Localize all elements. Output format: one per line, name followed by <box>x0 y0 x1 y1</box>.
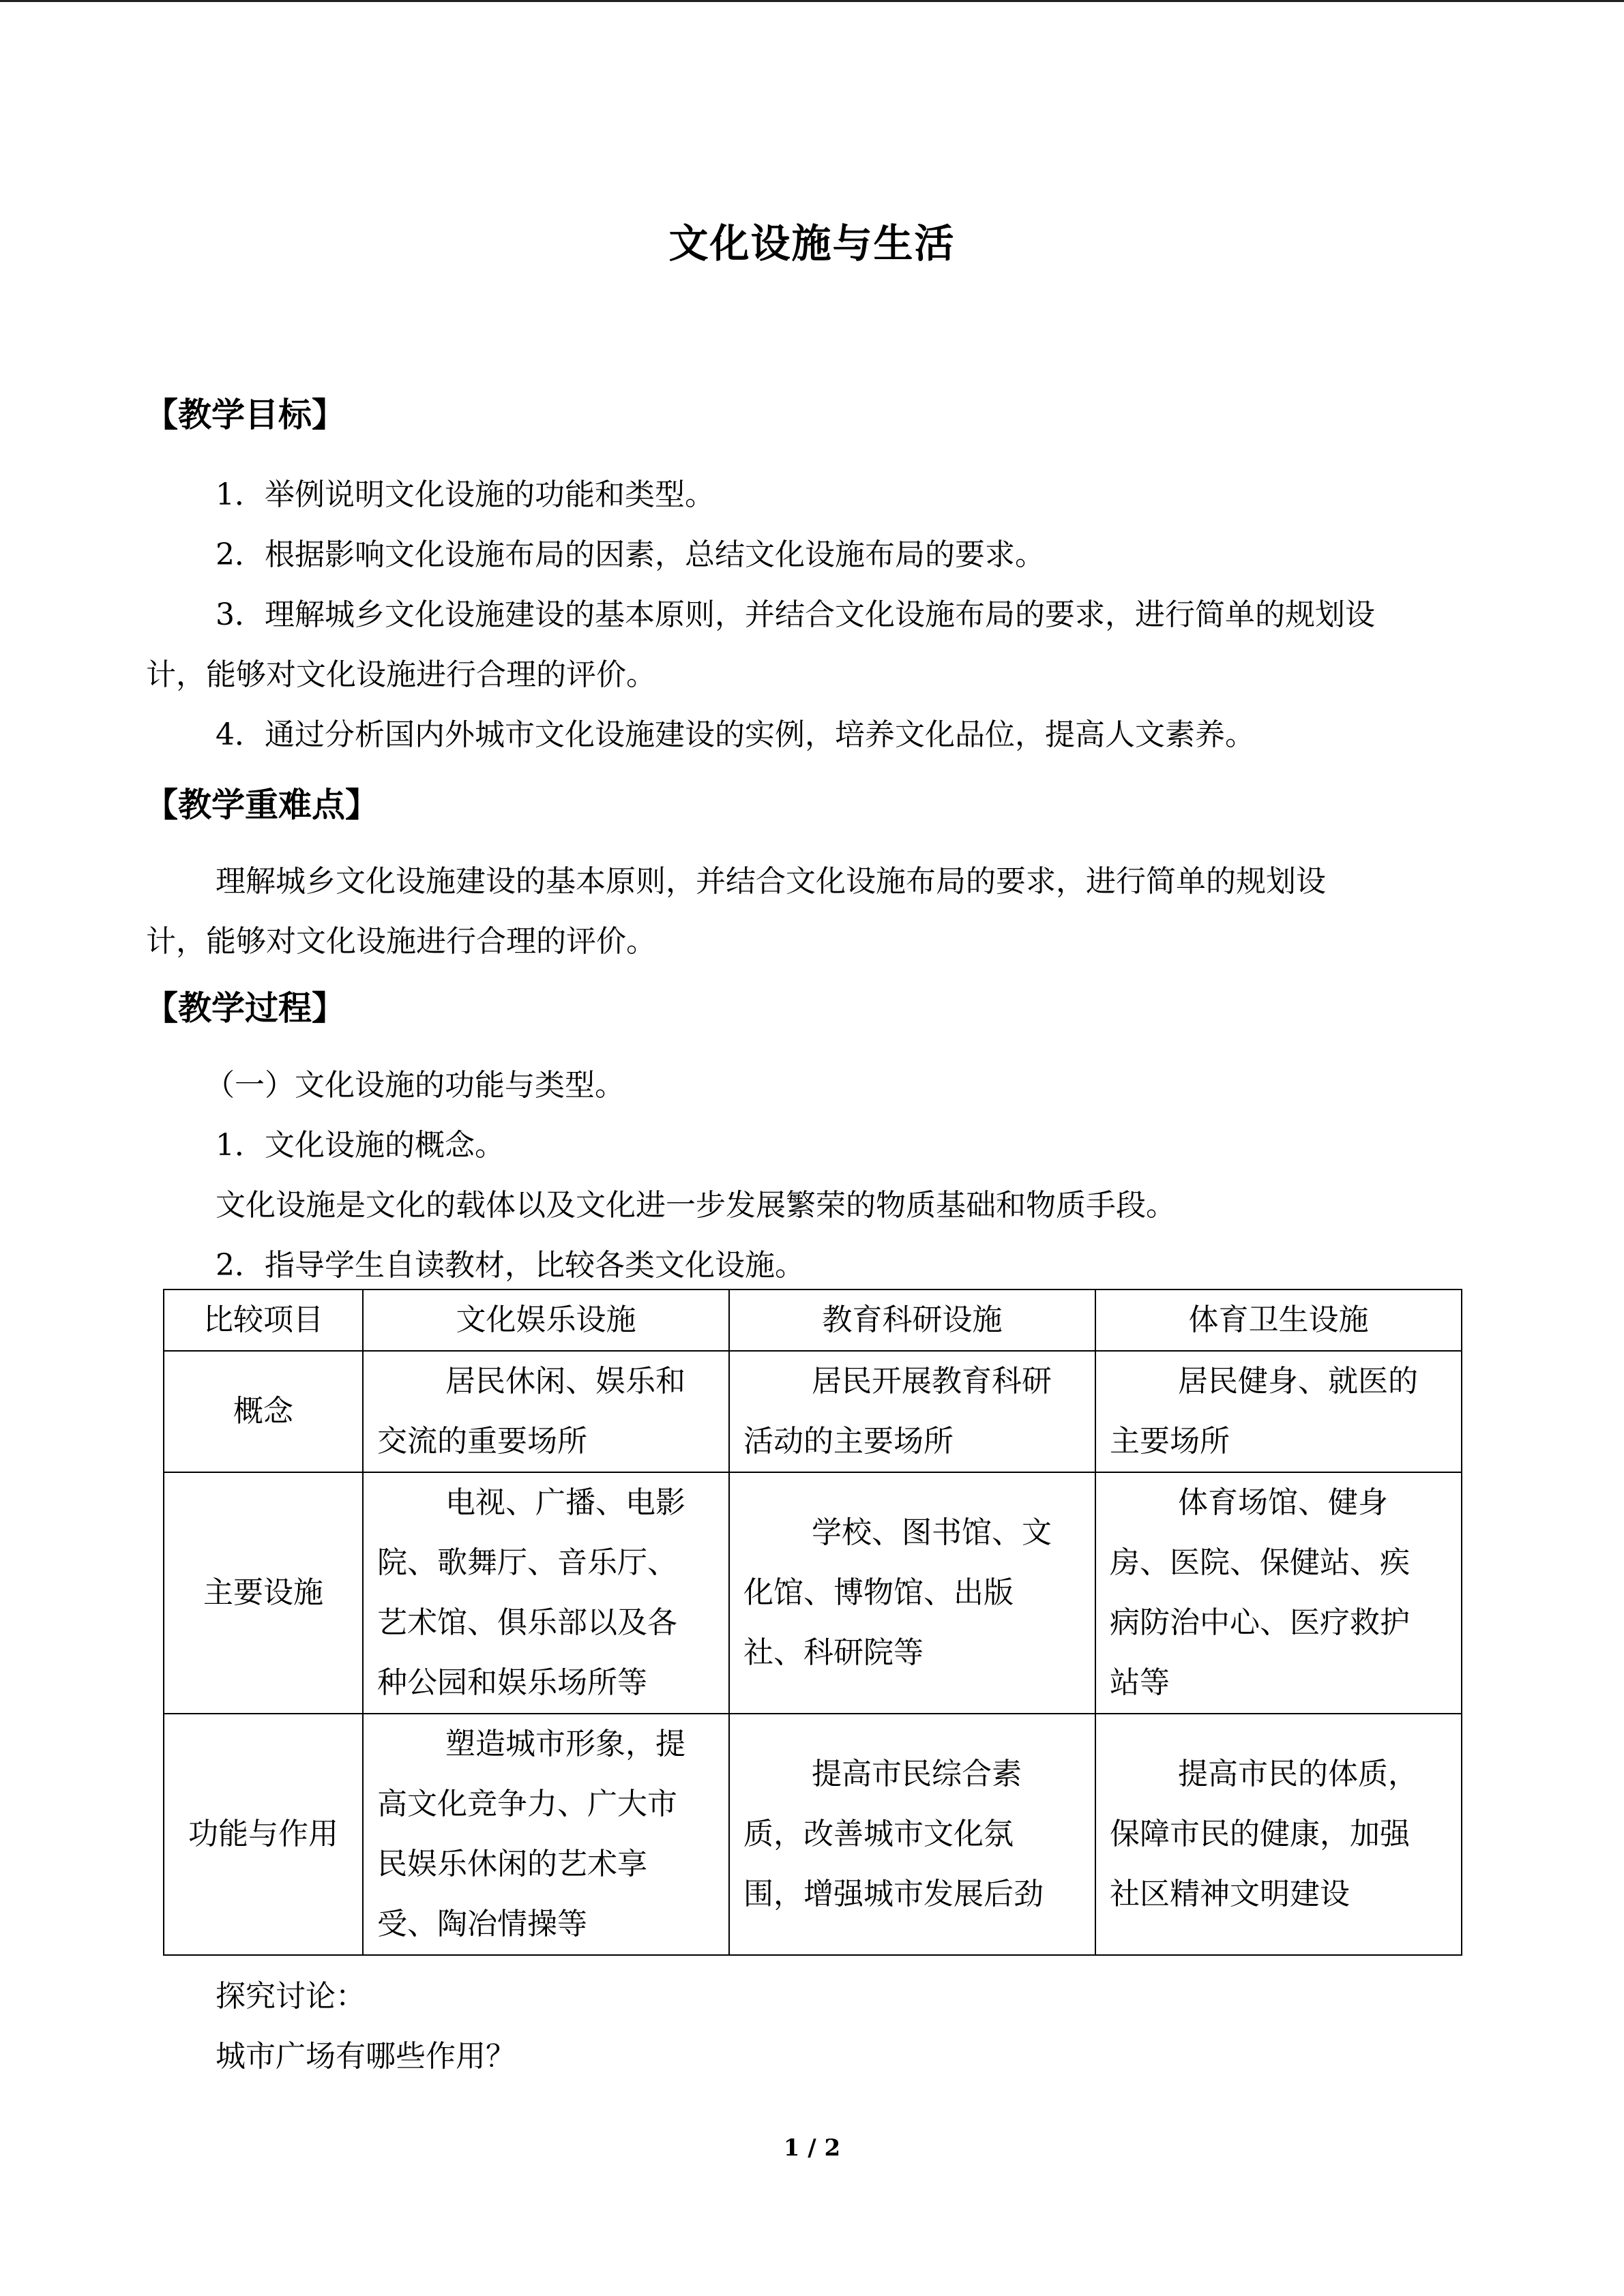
process-text: （一）文化设施的功能与类型。 1．文化设施的概念。 文化设施是文化的载体以及文化进一步发展繁荣的物质基础和物质手段。 2．指导学生自读教材，比较各类文化设施。 <box>205 1068 1176 1283</box>
row-label: 功能与作用 <box>164 1714 363 1955</box>
table-cell: 居民健身、就医的 主要场所 <box>1095 1351 1462 1472</box>
table-cell: 学校、图书馆、文 化馆、博物馆、出版 社、科研院等 <box>729 1472 1095 1714</box>
table-cell: 提高市民综合素 质，改善城市文化氛 围，增强城市发展后劲 <box>729 1714 1095 1955</box>
page-title: 文化设施与生活 <box>668 220 956 267</box>
objective-item: 计，能够对文化设施进行合理的评价。 <box>146 657 656 692</box>
key-points-heading: 【教学重难点】 <box>145 785 379 824</box>
table-cell: 塑造城市形象，提 高文化竞争力、广大市 民娱乐休闲的艺术享 受、陶冶情操等 <box>363 1714 729 1955</box>
process-heading: 【教学过程】 <box>145 988 346 1028</box>
objectives-list <box>146 465 1476 765</box>
objective-item: 4．通过分析国内外城市文化设施建设的实例，培养文化品位，提高人文素养。 <box>216 717 1255 752</box>
table-row <box>164 1351 1462 1472</box>
comparison-table <box>163 1289 1462 1956</box>
key-points-text: 理解城乡文化设施建设的基本原则，并结合文化设施布局的要求，进行简单的规划设 计，能够对文化设施进行合理的评价。 <box>146 864 1326 959</box>
table-cell: 居民休闲、娱乐和 交流的重要场所 <box>363 1351 729 1472</box>
row-label: 主要设施 <box>164 1472 363 1714</box>
table-row <box>164 1472 1462 1714</box>
table-header-row <box>164 1289 1462 1351</box>
table-row <box>164 1714 1462 1955</box>
row-label: 概念 <box>164 1351 363 1472</box>
table-cell: 提高市民的体质， 保障市民的健康，加强 社区精神文明建设 <box>1095 1714 1462 1955</box>
table-header-cell: 比较项目 <box>164 1289 363 1351</box>
discussion <box>146 1967 1476 2087</box>
table-header-cell: 教育科研设施 <box>729 1289 1095 1351</box>
table-cell: 居民开展教育科研 活动的主要场所 <box>729 1351 1095 1472</box>
objective-item: 2．根据影响文化设施布局的因素，总结文化设施布局的要求。 <box>216 537 1045 572</box>
objective-item: 3．理解城乡文化设施建设的基本原则，并结合文化设施布局的要求，进行简单的规划设 <box>216 597 1375 632</box>
table-header-cell: 体育卫生设施 <box>1095 1289 1462 1351</box>
discussion-label: 探究讨论： <box>216 1979 366 2014</box>
table-header-cell: 文化娱乐设施 <box>363 1289 729 1351</box>
objectives-heading: 【教学目标】 <box>145 395 346 434</box>
objective-item: 1．举例说明文化设施的功能和类型。 <box>216 477 715 512</box>
top-border <box>0 0 1624 2</box>
table-cell: 电视、广播、电影 院、歌舞厅、音乐厅、 艺术馆、俱乐部以及各 种公园和娱乐场所等 <box>363 1472 729 1714</box>
page-number: 1 / 2 <box>783 2134 841 2162</box>
discussion-question: 城市广场有哪些作用？ <box>216 2039 516 2074</box>
table-cell: 体育场馆、健身 房、医院、保健站、疾 病防治中心、医疗救护 站等 <box>1095 1472 1462 1714</box>
